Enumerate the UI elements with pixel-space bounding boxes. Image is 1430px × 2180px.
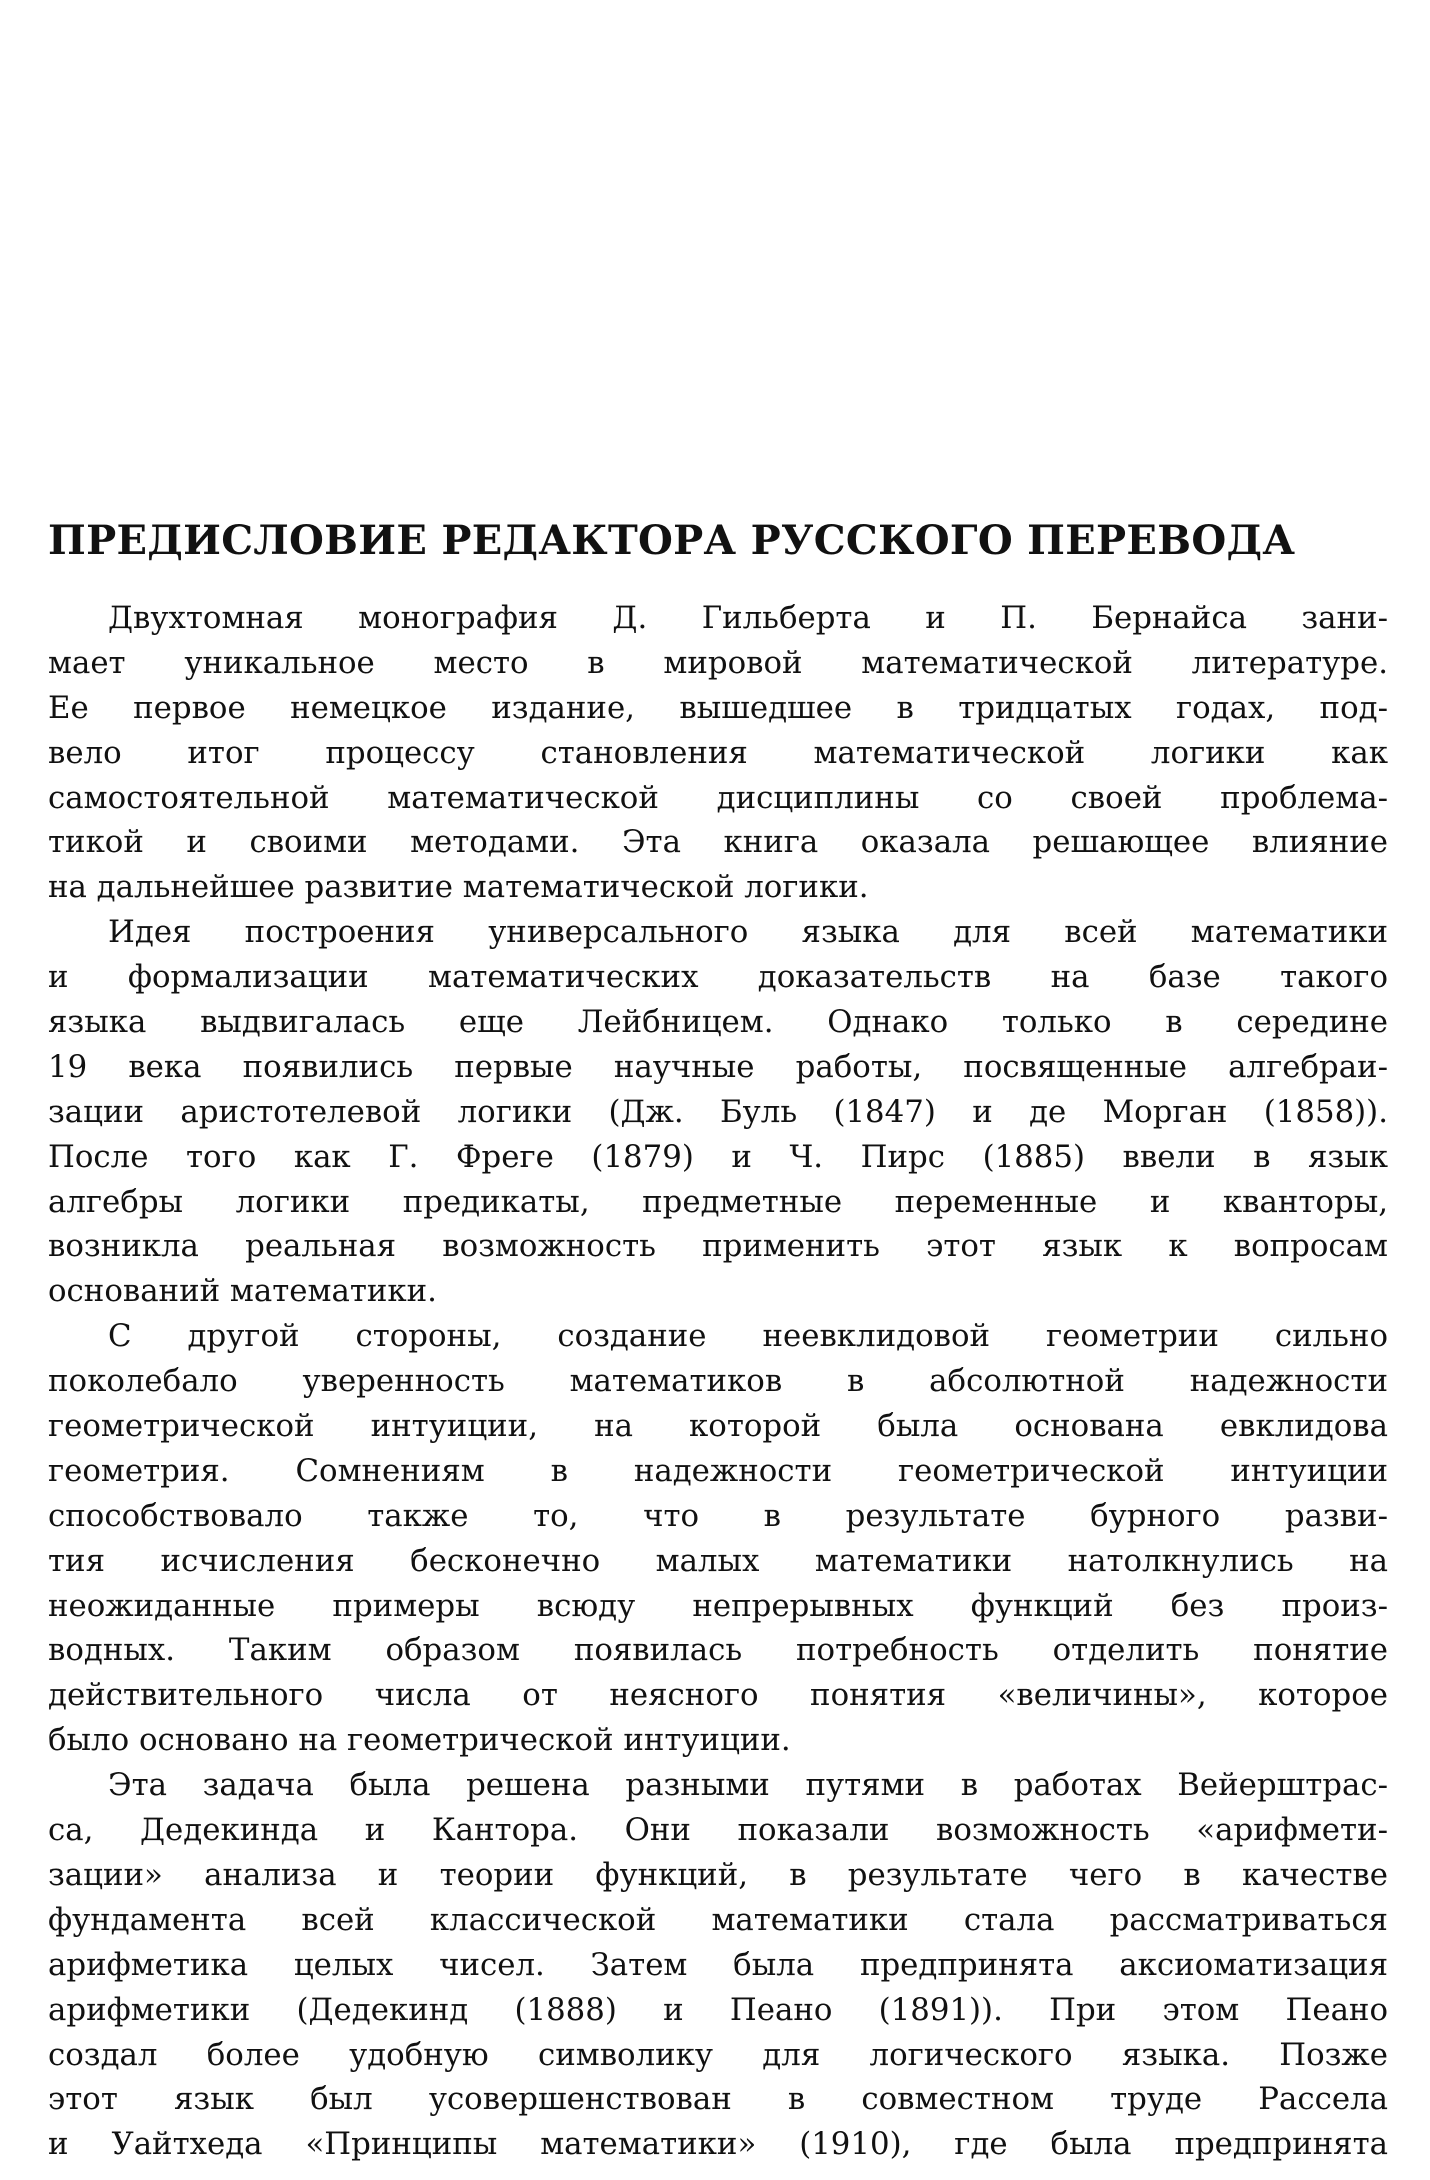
text-line: и Уайтхеда «Принципы математики» (1910), где была предпринята: [48, 2126, 1388, 2163]
text-line: С другой стороны, создание неевклидовой геометрии сильно: [108, 1318, 1388, 1355]
text-line: самостоятельной математической дисциплины со своей проблема-: [48, 779, 1388, 816]
text-line: Ее первое немецкое издание, вышедшее в тридцатых годах, под-: [48, 689, 1388, 726]
page-title: ПРЕДИСЛОВИЕ РЕДАКТОРА РУССКОГО ПЕРЕВОДА: [48, 517, 1296, 564]
text-line: и формализации математических доказательств на базе такого: [48, 959, 1388, 996]
text-line: геометрической интуиции, на которой была основана евклидова: [48, 1408, 1388, 1445]
text-line: водных. Таким образом появилась потребность отделить понятие: [48, 1632, 1388, 1669]
text-line: арифметики (Дедекинд (1888) и Пеано (1891)). При этом Пеано: [48, 1991, 1388, 2028]
paragraph: [48, 910, 1388, 1314]
document-page: [48, 0, 1388, 2180]
text-line: тикой и своими методами. Эта книга оказала решающее влияние: [48, 824, 1388, 861]
text-line: возникла реальная возможность применить этот язык к вопросам: [48, 1228, 1388, 1265]
text-line: 19 века появились первые научные работы, посвященные алгебраи-: [48, 1048, 1388, 1085]
text-line: арифметика целых чисел. Затем была предпринята аксиоматизация: [48, 1946, 1388, 1983]
text-line: этот язык был усовершенствован в совместном труде Рассела: [48, 2081, 1388, 2118]
text-line: создал более удобную символику для логического языка. Позже: [48, 2036, 1388, 2073]
text-line: способствовало также то, что в результате бурного разви-: [48, 1497, 1388, 1534]
text-line: поколебало уверенность математиков в абсолютной надежности: [48, 1363, 1388, 1400]
text-line: неожиданные примеры всюду непрерывных функций без произ-: [48, 1587, 1388, 1624]
paragraph: [48, 1314, 1388, 1763]
body-text: [48, 596, 1388, 2167]
text-line: алгебры логики предикаты, предметные переменные и кванторы,: [48, 1183, 1388, 1220]
text-line: зации» анализа и теории функций, в результате чего в качестве: [48, 1856, 1388, 1893]
text-line: Двухтомная монография Д. Гильберта и П. Бернайса зани-: [108, 600, 1388, 636]
text-line: на дальнейшее развитие математической логики.: [48, 869, 869, 906]
text-line: зации аристотелевой логики (Дж. Буль (1847) и де Морган (1858)).: [48, 1093, 1388, 1130]
text-line: действительного числа от неясного понятия «величины», которое: [48, 1677, 1388, 1714]
text-line: Идея построения универсального языка для всей математики: [108, 914, 1388, 951]
text-line: фундамента всей классической математики стала рассматриваться: [48, 1901, 1388, 1938]
text-line: было основано на геометрической интуиции.: [48, 1722, 791, 1759]
text-line: Эта задача была решена разными путями в работах Вейерштрас-: [108, 1767, 1388, 1804]
text-line: После того как Г. Фреге (1879) и Ч. Пирс (1885) ввели в язык: [48, 1138, 1388, 1175]
text-line: мает уникальное место в мировой математической литературе.: [48, 644, 1388, 681]
text-line: вело итог процессу становления математической логики как: [48, 734, 1388, 771]
text-line: оснований математики.: [48, 1273, 437, 1310]
text-line: тия исчисления бесконечно малых математики натолкнулись на: [48, 1542, 1388, 1579]
paragraph: [48, 596, 1388, 910]
text-line: са, Дедекинда и Кантора. Они показали возможность «арифмети-: [48, 1812, 1388, 1849]
text-line: языка выдвигалась еще Лейбницем. Однако только в середине: [48, 1004, 1388, 1041]
text-line: геометрия. Сомнениям в надежности геометрической интуиции: [48, 1452, 1388, 1489]
paragraph: [48, 1763, 1388, 2167]
